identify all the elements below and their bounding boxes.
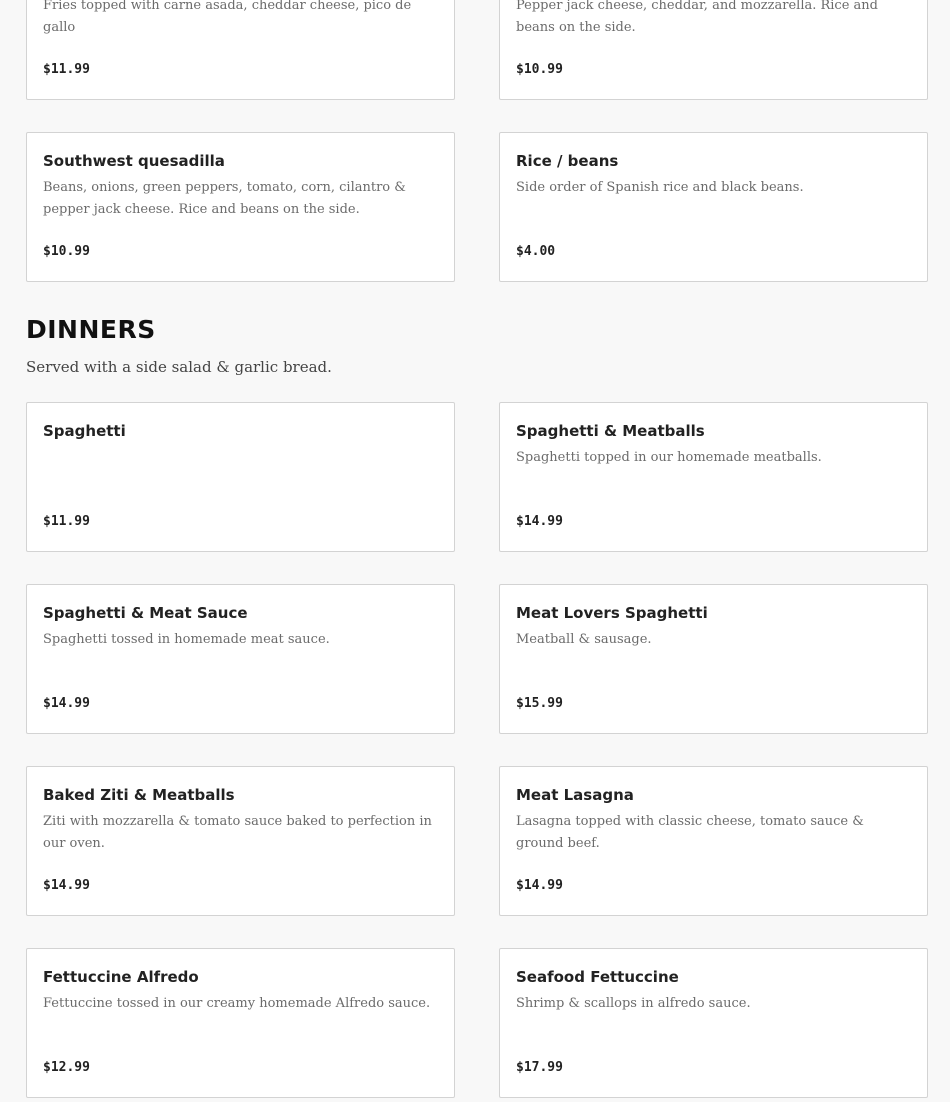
menu-item-card[interactable] — [26, 948, 455, 1098]
menu-item-price: $4.00 — [516, 244, 556, 259]
menu-item-price: $12.99 — [43, 1060, 90, 1075]
menu-item-name: Seafood Fettuccine — [516, 968, 679, 986]
menu-item-name: Baked Ziti & Meatballs — [43, 786, 235, 804]
menu-item-price: $14.99 — [516, 514, 563, 529]
menu-item-price: $14.99 — [516, 878, 563, 893]
menu-item-card[interactable] — [26, 0, 455, 100]
section-title: DINNERS — [26, 315, 156, 344]
menu-item-price: $11.99 — [43, 62, 90, 77]
menu-item-name: Meat Lovers Spaghetti — [516, 604, 708, 622]
menu-item-description: Fettuccine tossed in our creamy homemade Alfredo sauce. — [43, 996, 431, 1011]
menu-item-description: Pepper jack cheese, cheddar, and mozzarella. Rice and beans on the side. — [516, 0, 878, 35]
section-subtitle: Served with a side salad & garlic bread. — [26, 358, 332, 376]
menu-item-name: Spaghetti & Meat Sauce — [43, 604, 248, 622]
menu-item-description: Spaghetti tossed in homemade meat sauce. — [43, 632, 330, 647]
menu-item-name: Spaghetti & Meatballs — [516, 422, 705, 440]
menu-item-name: Southwest quesadilla — [43, 152, 225, 170]
menu-item-card[interactable] — [499, 584, 928, 734]
menu-item-name: Rice / beans — [516, 152, 619, 170]
menu-item-price: $10.99 — [43, 244, 90, 259]
menu-item-price: $14.99 — [43, 878, 90, 893]
menu-item-description: Beans, onions, green peppers, tomato, corn, cilantro & pepper jack cheese. Rice and beans on the side. — [43, 180, 406, 217]
menu-item-card[interactable] — [499, 402, 928, 552]
menu-item-card[interactable] — [26, 402, 455, 552]
menu-item-card[interactable] — [26, 766, 455, 916]
menu-item-price: $10.99 — [516, 62, 563, 77]
menu-item-description: Shrimp & scallops in alfredo sauce. — [516, 996, 751, 1011]
menu-item-card[interactable] — [499, 0, 928, 100]
menu-item-card[interactable] — [26, 584, 455, 734]
menu-item-name: Meat Lasagna — [516, 786, 634, 804]
menu-item-price: $14.99 — [43, 696, 90, 711]
menu-item-card[interactable] — [499, 766, 928, 916]
menu-item-description: Lasagna topped with classic cheese, tomato sauce & ground beef. — [516, 814, 864, 851]
menu-item-description: Spaghetti topped in our homemade meatballs. — [516, 450, 822, 465]
menu-item-description: Side order of Spanish rice and black beans. — [516, 180, 804, 195]
menu-item-card[interactable] — [499, 948, 928, 1098]
menu-item-description: Fries topped with carne asada, cheddar cheese, pico de gallo — [43, 0, 412, 35]
menu-item-price: $15.99 — [516, 696, 563, 711]
menu-item-description: Ziti with mozzarella & tomato sauce baked to perfection in our oven. — [43, 814, 432, 851]
menu-item-name: Fettuccine Alfredo — [43, 968, 199, 986]
menu-item-description: Meatball & sausage. — [516, 632, 652, 647]
menu-item-card[interactable] — [26, 132, 455, 282]
menu-item-price: $17.99 — [516, 1060, 563, 1075]
menu-item-price: $11.99 — [43, 514, 90, 529]
menu-item-card[interactable] — [499, 132, 928, 282]
menu-item-name: Spaghetti — [43, 422, 126, 440]
